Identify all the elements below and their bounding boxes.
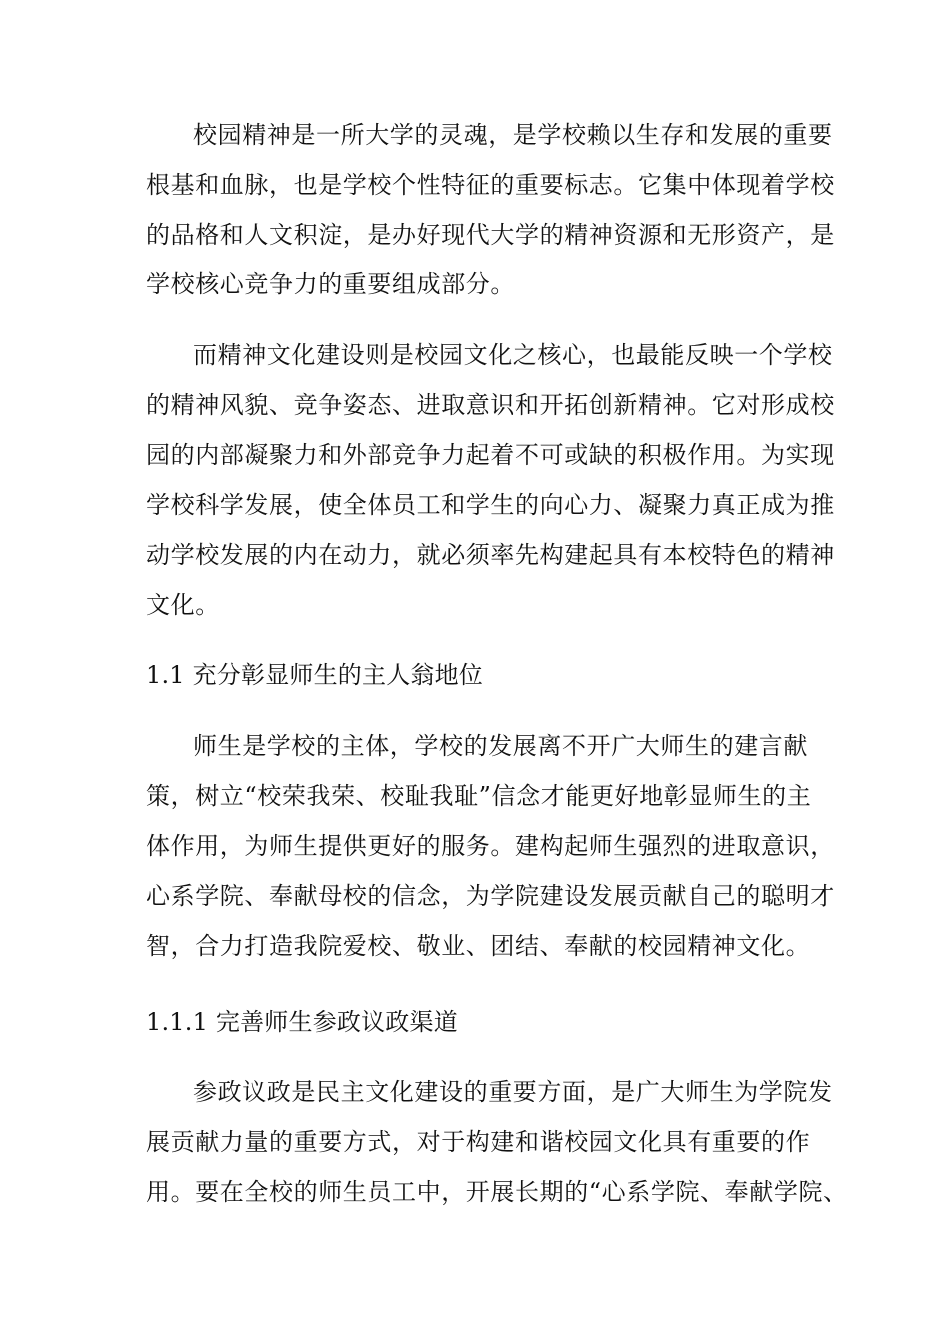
paragraph-3-line-4: 心系学院、奉献母校的信念，为学院建设发展贡献自己的聪明才: [146, 882, 835, 910]
paragraph-2-line-1: 而精神文化建设则是校园文化之核心，也最能反映一个学校: [193, 341, 833, 369]
paragraph-1-line-2: 根基和血脉，也是学校个性特征的重要标志。它集中体现着学校: [146, 171, 835, 199]
paragraph-2-line-6: 文化。: [146, 591, 220, 619]
paragraph-3-line-3: 体作用，为师生提供更好的服务。建构起师生强烈的进取意识，: [146, 832, 835, 860]
paragraph-3-line-5: 智，合力打造我院爱校、敬业、团结、奉献的校园精神文化。: [146, 932, 811, 960]
paragraph-2-line-4: 学校科学发展，使全体员工和学生的向心力、凝聚力真正成为推: [146, 491, 835, 519]
paragraph-1-line-1: 校园精神是一所大学的灵魂，是学校赖以生存和发展的重要: [193, 121, 833, 149]
section-heading-1-1-1: 1.1.1 完善师生参政议政渠道: [146, 1008, 458, 1036]
paragraph-4-line-3: 用。要在全校的师生员工中，开展长期的“心系学院、奉献学院、: [146, 1178, 848, 1206]
section-heading-1-1: 1.1 充分彰显师生的主人翁地位: [146, 661, 483, 689]
paragraph-2-line-5: 动学校发展的内在动力，就必须率先构建起具有本校特色的精神: [146, 541, 835, 569]
paragraph-3-line-1: 师生是学校的主体，学校的发展离不开广大师生的建言献: [193, 732, 808, 760]
paragraph-2-line-3: 园的内部凝聚力和外部竞争力起着不可或缺的积极作用。为实现: [146, 441, 835, 469]
paragraph-2-line-2: 的精神风貌、竞争姿态、进取意识和开拓创新精神。它对形成校: [146, 391, 835, 419]
paragraph-4-line-1: 参政议政是民主文化建设的重要方面，是广大师生为学院发: [193, 1078, 833, 1106]
paragraph-3-line-2: 策，树立“校荣我荣、校耻我耻”信念才能更好地彰显师生的主: [146, 782, 812, 810]
paragraph-1-line-4: 学校核心竞争力的重要组成部分。: [146, 270, 515, 298]
paragraph-1-line-3: 的品格和人文积淀，是办好现代大学的精神资源和无形资产，是: [146, 221, 835, 249]
paragraph-4-line-2: 展贡献力量的重要方式，对于构建和谐校园文化具有重要的作: [146, 1128, 811, 1156]
